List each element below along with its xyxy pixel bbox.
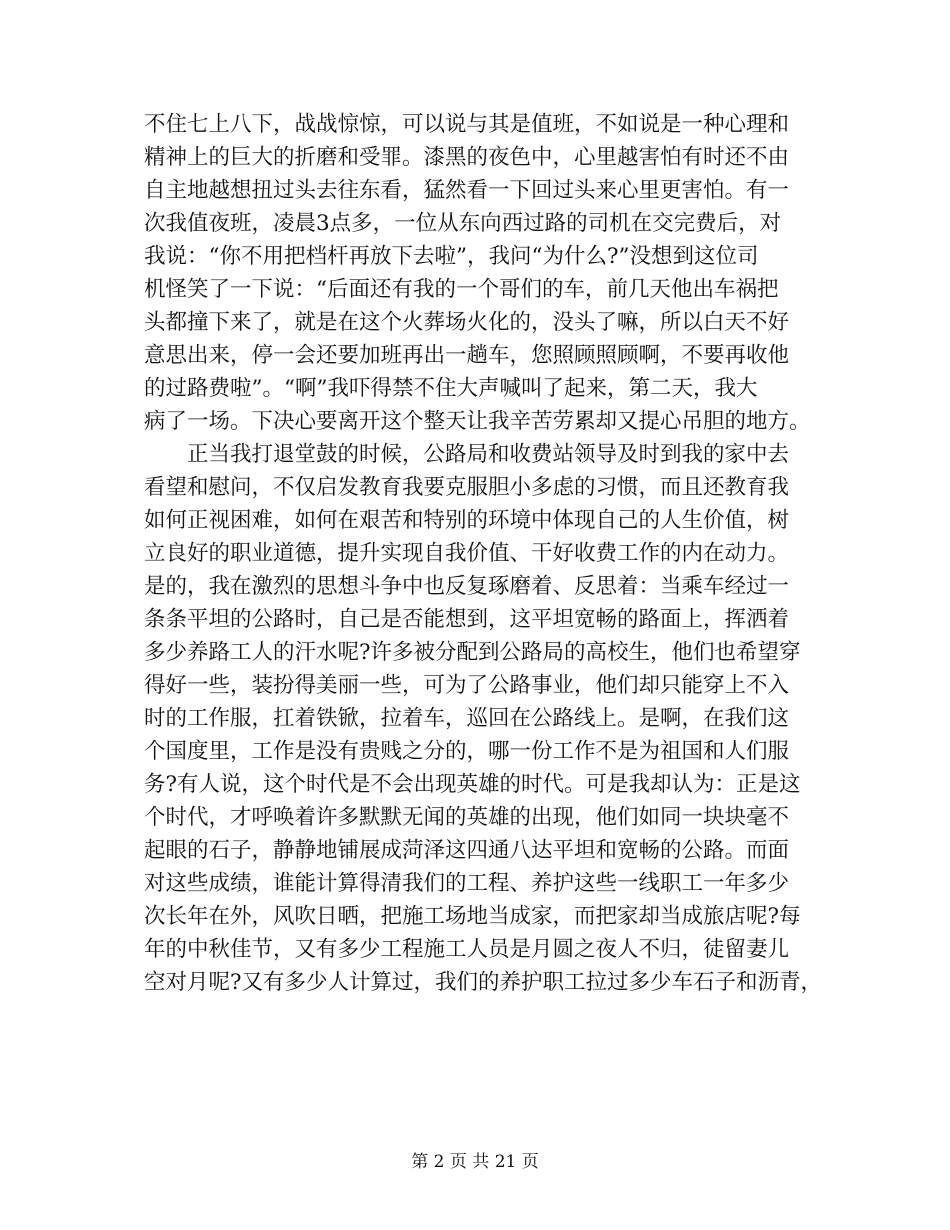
text-line: 看望和慰问，不仅启发教育我要克服胆小多虑的习惯，而且还教育我 (144, 475, 790, 500)
text-line: 次我值夜班，凌晨3点多，一位从东向西过路的司机在交完费后，对 (144, 211, 782, 236)
text-line: 病了一场。下决心要离开这个整天让我辛苦劳累却又提心吊胆的地方。 (144, 409, 811, 434)
text-line: 多少养路工人的汗水呢?许多被分配到公路局的高校生，他们也希望穿 (144, 640, 801, 665)
text-line: 我说：“你不用把档杆再放下去啦”，我问“为什么?”没想到这位司 (144, 244, 759, 269)
text-line: 自主地越想扭过头去往东看，猛然看一下回过头来心里更害怕。有一 (144, 178, 790, 203)
text-line: 起眼的石子，静静地铺展成菏泽这四通八达平坦和宽畅的公路。而面 (144, 838, 790, 863)
text-line: 的过路费啦”。“啊”我吓得禁不住大声喊叫了起来，第二天，我大 (144, 376, 758, 401)
text-line: 条条平坦的公路时，自己是否能想到，这平坦宽畅的路面上，挥洒着 (144, 607, 790, 632)
text-line: 正当我打退堂鼓的时候，公路局和收费站领导及时到我的家中去 (144, 442, 790, 467)
text-line: 如何正视困难，如何在艰苦和特别的环境中体现自己的人生价值，树 (144, 508, 790, 533)
text-line: 意思出来，停一会还要加班再出一趟车，您照顾照顾啊，不要再收他 (144, 343, 790, 368)
text-line: 年的中秋佳节，又有多少工程施工人员是月圆之夜人不归，徒留妻儿 (144, 937, 790, 962)
text-line: 对这些成绩，谁能计算得清我们的工程、养护这些一线职工一年多少 (144, 871, 790, 896)
text-line: 空对月呢?又有多少人计算过，我们的养护职工拉过多少车石子和沥青， (144, 970, 823, 995)
text-line: 得好一些，装扮得美丽一些，可为了公路事业，他们却只能穿上不入 (144, 673, 790, 698)
text-line: 次长年在外，风吹日晒，把施工场地当成家，而把家却当成旅店呢?每 (144, 904, 801, 929)
text-line: 精神上的巨大的折磨和受罪。漆黑的夜色中，心里越害怕有时还不由 (144, 145, 790, 170)
text-line: 立良好的职业道德，提升实现自我价值、干好收费工作的内在动力。 (144, 541, 790, 566)
text-line: 个时代，才呼唤着许多默默无闻的英雄的出现，他们如同一块块毫不 (144, 805, 790, 830)
page-number-footer: 第 2 页 共 21 页 (411, 1152, 539, 1172)
text-line: 时的工作服，扛着铁锨，拉着车，巡回在公路线上。是啊，在我们这 (144, 706, 790, 731)
text-line: 不住七上八下，战战惊惊，可以说与其是值班，不如说是一种心理和 (144, 112, 790, 137)
text-line: 个国度里，工作是没有贵贱之分的，哪一份工作不是为祖国和人们服 (144, 739, 790, 764)
text-line: 机怪笑了一下说：“后面还有我的一个哥们的车，前几天他出车祸把 (144, 277, 779, 302)
text-line: 务?有人说，这个时代是不会出现英雄的时代。可是我却认为：正是这 (144, 772, 801, 797)
text-line: 头都撞下来了，就是在这个火葬场火化的，没头了嘛，所以白天不好 (144, 310, 790, 335)
text-line: 是的，我在激烈的思想斗争中也反复琢磨着、反思着：当乘车经过一 (144, 574, 790, 599)
